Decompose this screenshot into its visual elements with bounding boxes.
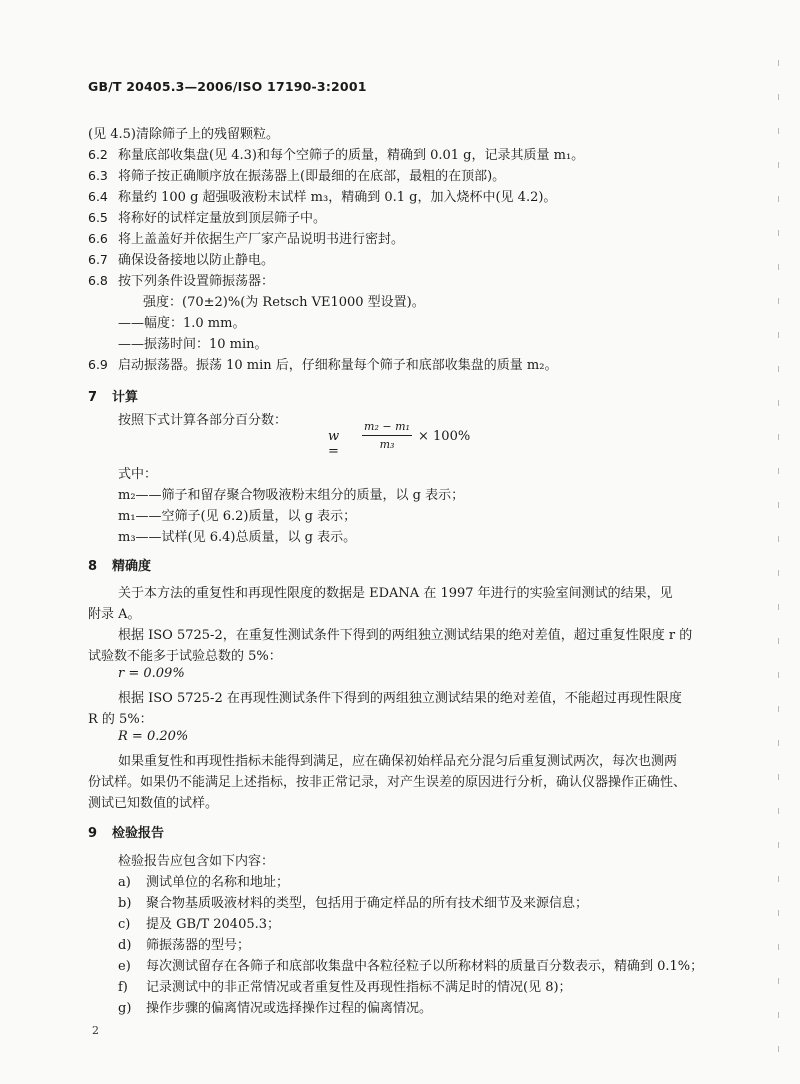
precision-line: 附录 A。: [88, 607, 141, 622]
step-6-6: 6.6 将上盖盖好并依据生产厂家产品说明书进行密封。: [88, 231, 405, 247]
formula-denominator: m₃: [379, 438, 395, 451]
precision-line: 根据 ISO 5725-2，在重复性测试条件下得到的两组独立测试结果的绝对差值，超过重复性限度 r 的: [118, 628, 693, 643]
shaker-amplitude: ——幅度：1.0 mm。: [118, 316, 246, 331]
step-6-5: 6.5 将称好的试样定量放到顶层筛子中。: [88, 210, 327, 226]
formula-numerator: m₂ − m₁: [364, 420, 410, 433]
formula-lhs: w =: [328, 429, 340, 459]
section-9-heading: 9 检验报告: [88, 826, 165, 841]
page-number: 2: [92, 1024, 99, 1037]
step-6-3: 6.3 将筛子按正确顺序放在振荡器上(即最细的在底部，最粗的在顶部)。: [88, 168, 506, 184]
calc-intro: 按照下式计算各部分百分数：: [118, 413, 288, 428]
formula-rhs: × 100%: [418, 429, 471, 444]
report-item-a: a) 测试单位的名称和地址；: [118, 875, 290, 890]
scan-edge-marks: [776, 60, 782, 1060]
step-6-9: 6.9 启动振荡器。振荡 10 min 后，仔细称量每个筛子和底部收集盘的质量 m₂。: [88, 357, 558, 373]
report-item-b: b) 聚合物基质吸液材料的类型，包括用于确定样品的所有技术细节及来源信息；: [118, 896, 589, 911]
precision-line: 如果重复性和再现性指标未能得到满足，应在确保初始样品充分混匀后重复测试两次，每次也测两: [118, 754, 678, 769]
section-8-heading: 8 精确度: [88, 559, 152, 574]
where-m1: m₁——空筛子(见 6.2)质量，以 g 表示；: [118, 509, 357, 524]
report-item-c: c) 提及 GB/T 20405.3；: [118, 917, 281, 932]
fraction-bar: [362, 435, 412, 436]
precision-line: 份试样。如果仍不能满足上述指标，按非正常记录，对产生误差的原因进行分析，确认仪器操作正确性、: [88, 775, 687, 790]
section-7-heading: 7 计算: [88, 390, 139, 405]
report-item-g: g) 操作步骤的偏离情况或选择操作过程的偏离情况。: [118, 1001, 433, 1016]
where-m3: m₃——试样(见 6.4)总质量，以 g 表示。: [118, 530, 357, 545]
step-continuation: (见 4.5)清除筛子上的残留颗粒。: [88, 127, 279, 142]
step-6-8: 6.8 按下列条件设置筛振荡器：: [88, 273, 275, 289]
where-m2: m₂——筛子和留存聚合物吸液粉末组分的质量，以 g 表示；: [118, 488, 465, 503]
report-item-f: f) 记录测试中的非正常情况或者重复性及再现性指标不满足时的情况(见 8)；: [118, 980, 572, 995]
report-intro: 检验报告应包含如下内容：: [118, 854, 275, 869]
standard-header: GB/T 20405.3—2006/ISO 17190-3:2001: [88, 79, 367, 94]
shaker-intensity: 强度：(70±2)%(为 Retsch VE1000 型设置)。: [143, 295, 425, 310]
precision-line: R 的 5%：: [88, 712, 153, 727]
formula-fraction: [362, 420, 412, 451]
where-label: 式中：: [118, 467, 158, 482]
repeatability-limit: r = 0.09%: [118, 666, 185, 681]
precision-line: 关于本方法的重复性和再现性限度的数据是 EDANA 在 1997 年进行的实验室间测试的结果，见: [118, 586, 673, 601]
report-item-e: e) 每次测试留存在各筛子和底部收集盘中各粒径粒子以所称材料的质量百分数表示，精确到 0.1%；: [118, 959, 704, 974]
step-6-7: 6.7 确保设备接地以防止静电。: [88, 252, 275, 268]
shaker-duration: ——振荡时间：10 min。: [118, 337, 268, 352]
precision-line: 根据 ISO 5725-2 在再现性测试条件下得到的两组独立测试结果的绝对差值，不能超过再现性限度: [118, 691, 682, 706]
precision-line: 试验数不能多于试验总数的 5%：: [88, 649, 282, 664]
precision-line: 测试已知数值的试样。: [88, 796, 219, 811]
step-6-2: 6.2 称量底部收集盘(见 4.3)和每个空筛子的质量，精确到 0.01 g，记录其质量 m₁。: [88, 147, 585, 163]
step-6-4: 6.4 称量约 100 g 超强吸液粉末试样 m₃，精确到 0.1 g，加入烧杯中(见 4.2)。: [88, 189, 557, 205]
report-item-d: d) 筛振荡器的型号；: [118, 938, 251, 953]
reproducibility-limit: R = 0.20%: [118, 729, 189, 744]
